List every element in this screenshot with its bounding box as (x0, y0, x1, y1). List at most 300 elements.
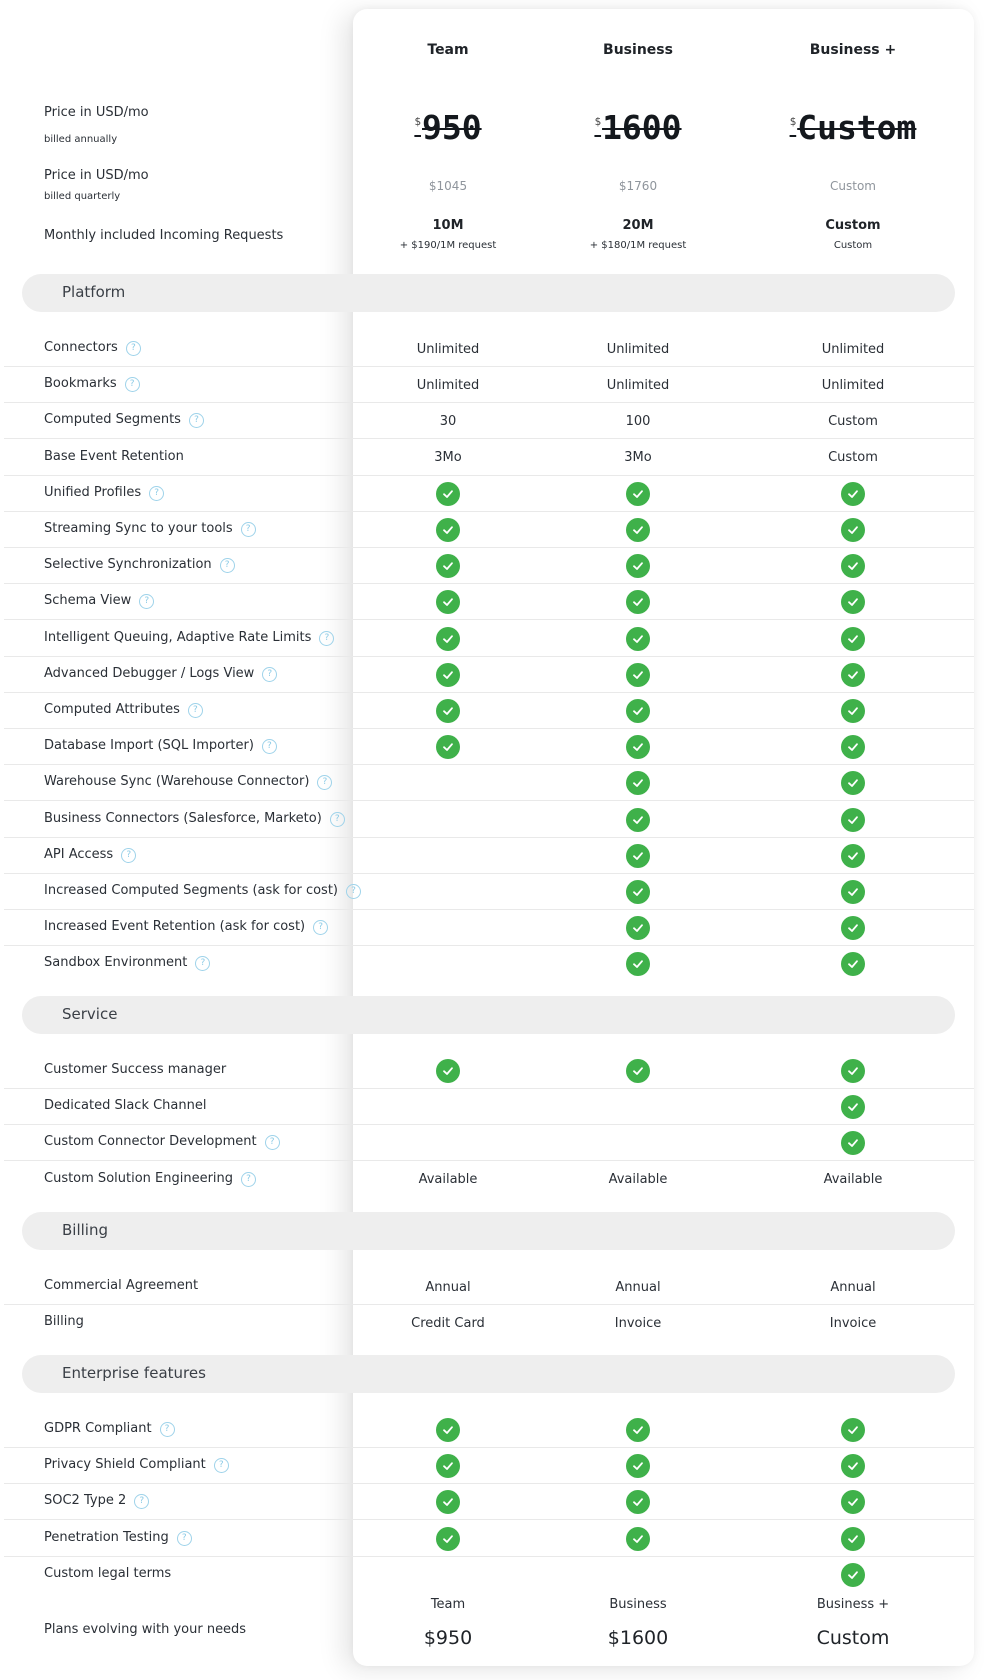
feature-row-custom-solution-engineering (4, 1162, 974, 1198)
check-icon (626, 1527, 650, 1551)
check-icon (841, 1059, 865, 1083)
requests-note-team: + $190/1M request (399, 240, 497, 251)
feature-row-gdpr-compliant (4, 1412, 974, 1448)
feature-label-text: SOC2 Type 2 (44, 1493, 127, 1509)
feature-cell (543, 729, 733, 765)
help-icon[interactable]: ? (121, 848, 136, 863)
feature-row-schema-view (4, 584, 974, 620)
feature-cell (353, 910, 543, 946)
requests-business: 20M (622, 218, 654, 233)
feature-value: Annual (830, 1279, 876, 1295)
feature-cell (543, 874, 733, 910)
feature-label (44, 847, 136, 863)
feature-label (44, 1421, 175, 1437)
feature-label-text: GDPR Compliant (44, 1421, 152, 1436)
feature-label (44, 738, 277, 754)
feature-label (44, 521, 256, 537)
feature-cell (758, 584, 948, 620)
feature-row-streaming-sync-to-your-tools (4, 512, 974, 548)
feature-value: Unlimited (416, 341, 480, 357)
feature-value: Custom (828, 450, 878, 466)
feature-cell (758, 512, 948, 548)
section-header-platform (22, 274, 955, 312)
feature-cell (758, 693, 948, 729)
feature-label-text: Bookmarks (44, 376, 117, 392)
footer-plan-business: Business (609, 1597, 667, 1612)
feature-cell (758, 729, 948, 765)
feature-cell (353, 838, 543, 874)
feature-label-text: Unified Profiles (44, 484, 142, 500)
feature-label-text: Penetration Testing (44, 1529, 169, 1545)
check-icon (841, 916, 865, 940)
check-icon (841, 952, 865, 976)
feature-label (44, 883, 361, 899)
feature-cell (353, 874, 543, 910)
plan-header-business: Business (603, 42, 673, 58)
feature-label-text: Customer Success manager (44, 1062, 227, 1077)
feature-value: Annual (425, 1279, 471, 1295)
feature-value: Unlimited (606, 377, 670, 393)
feature-label (44, 1171, 256, 1187)
feature-cell (353, 1053, 543, 1089)
check-icon (436, 663, 460, 687)
check-icon (841, 627, 865, 651)
feature-label (44, 811, 345, 827)
feature-value: 3Mo (624, 450, 652, 466)
feature-cell (543, 584, 733, 620)
check-icon (841, 1563, 865, 1587)
footer-price-business-plus: Custom (816, 1627, 890, 1649)
feature-cell (543, 802, 733, 838)
feature-label (44, 702, 203, 718)
feature-row-database-import-sql-importer (4, 729, 974, 765)
feature-value: Available (418, 1172, 478, 1188)
feature-row-advanced-debugger-logs-view (4, 657, 974, 693)
feature-row-computed-segments (4, 403, 974, 439)
feature-cell (758, 1557, 948, 1593)
help-icon[interactable]: ? (125, 377, 140, 392)
feature-label (44, 1493, 149, 1509)
feature-label-text: Billing (44, 1314, 84, 1330)
check-icon (626, 518, 650, 542)
check-icon (626, 1490, 650, 1514)
feature-label (44, 630, 334, 646)
price-quarterly-label: Price in USD/mo (44, 168, 149, 183)
check-icon (626, 627, 650, 651)
feature-row-computed-attributes (4, 693, 974, 729)
check-icon (626, 1418, 650, 1442)
feature-label-text: Intelligent Queuing, Adaptive Rate Limits (44, 629, 312, 645)
help-icon[interactable]: ? (149, 486, 164, 501)
feature-cell (353, 1521, 543, 1557)
feature-cell (758, 1412, 948, 1448)
feature-label-text: API Access (44, 846, 114, 862)
feature-cell (543, 476, 733, 512)
price-quarterly-sublabel: billed quarterly (44, 191, 121, 202)
feature-row-api-access (4, 838, 974, 874)
feature-value: Unlimited (606, 341, 670, 357)
requests-label: Monthly included Incoming Requests (44, 228, 284, 243)
feature-value: Available (608, 1172, 668, 1188)
feature-cell (758, 331, 948, 367)
feature-row-base-event-retention (4, 440, 974, 476)
check-icon (841, 1490, 865, 1514)
feature-label (44, 557, 235, 573)
feature-value: 3Mo (434, 450, 462, 466)
check-icon (841, 844, 865, 868)
feature-value: Annual (615, 1279, 661, 1295)
price-annual-business (543, 108, 733, 147)
check-icon (436, 590, 460, 614)
feature-row-warehouse-sync-warehouse-connector (4, 765, 974, 801)
feature-cell (543, 1305, 733, 1341)
feature-label (44, 340, 141, 356)
feature-cell (758, 1484, 948, 1520)
check-icon (841, 1454, 865, 1478)
check-icon (841, 482, 865, 506)
feature-cell (353, 657, 543, 693)
check-icon (436, 1527, 460, 1551)
feature-label-text: Database Import (SQL Importer) (44, 738, 254, 754)
feature-label-text: Sandbox Environment (44, 955, 188, 971)
feature-cell (353, 1089, 543, 1125)
help-icon[interactable]: ? (330, 812, 345, 827)
feature-cell (543, 1521, 733, 1557)
help-icon[interactable]: ? (346, 884, 361, 899)
feature-cell (758, 946, 948, 982)
feature-row-sandbox-environment (4, 946, 974, 982)
check-icon (841, 1527, 865, 1551)
price-annual-team (353, 108, 543, 147)
feature-value: Custom (828, 413, 878, 429)
feature-label-text: Connectors (44, 340, 118, 355)
check-icon (841, 699, 865, 723)
feature-label (44, 919, 328, 935)
check-icon (436, 699, 460, 723)
feature-value: Available (823, 1172, 883, 1188)
feature-label-text: Advanced Debugger / Logs View (44, 665, 255, 681)
help-icon[interactable]: ? (313, 920, 328, 935)
check-icon (841, 808, 865, 832)
check-icon (436, 482, 460, 506)
feature-value: Unlimited (416, 377, 480, 393)
feature-label-text: Privacy Shield Compliant (44, 1457, 206, 1473)
plan-header-business-plus: Business + (809, 42, 897, 58)
requests-note-business: + $180/1M request (589, 240, 687, 251)
requests-note-business-plus: Custom (833, 240, 873, 251)
feature-cell (353, 693, 543, 729)
feature-cell (543, 657, 733, 693)
feature-cell (353, 1484, 543, 1520)
feature-cell (543, 331, 733, 367)
feature-label (44, 1278, 198, 1293)
currency-symbol: $ (789, 115, 797, 128)
section-title: Service (62, 1005, 118, 1023)
price-value: 950 (422, 108, 482, 147)
feature-cell (758, 1521, 948, 1557)
feature-cell (758, 403, 948, 439)
section-title: Platform (62, 283, 126, 301)
check-icon (841, 590, 865, 614)
feature-label-text: Custom legal terms (44, 1565, 172, 1581)
feature-cell (543, 1557, 733, 1593)
feature-cell (758, 440, 948, 476)
feature-row-custom-connector-development (4, 1125, 974, 1161)
feature-cell (353, 440, 543, 476)
feature-cell (353, 1412, 543, 1448)
check-icon (841, 518, 865, 542)
help-icon[interactable]: ? (241, 522, 256, 537)
check-icon (436, 1059, 460, 1083)
check-icon (436, 1454, 460, 1478)
feature-cell (758, 1125, 948, 1161)
check-icon (626, 735, 650, 759)
feature-label (44, 1457, 229, 1473)
feature-cell (758, 657, 948, 693)
feature-row-dedicated-slack-channel (4, 1089, 974, 1125)
feature-cell (353, 1448, 543, 1484)
help-icon[interactable]: ? (319, 631, 334, 646)
feature-cell (353, 1269, 543, 1305)
feature-cell (543, 910, 733, 946)
feature-cell (353, 403, 543, 439)
feature-cell (543, 693, 733, 729)
feature-cell (353, 802, 543, 838)
feature-cell (543, 548, 733, 584)
footer-price-business: $1600 (607, 1627, 669, 1649)
feature-label (44, 955, 210, 971)
help-icon[interactable]: ? (189, 413, 204, 428)
feature-label-text: Warehouse Sync (Warehouse Connector) (44, 774, 310, 790)
feature-cell (543, 403, 733, 439)
feature-row-billing (4, 1305, 974, 1341)
help-icon[interactable]: ? (134, 1494, 149, 1509)
check-icon (626, 880, 650, 904)
footer-plan-team: Team (430, 1597, 466, 1612)
price-value: 1600 (602, 108, 682, 147)
feature-label (44, 412, 204, 428)
feature-label-text: Increased Computed Segments (ask for cost) (44, 883, 338, 898)
feature-label (44, 1062, 226, 1077)
feature-cell (353, 331, 543, 367)
feature-value: Credit Card (411, 1315, 485, 1331)
feature-label-text: Custom Connector Development (44, 1134, 257, 1150)
help-icon[interactable]: ? (220, 558, 235, 573)
price-annual-business-plus (758, 108, 948, 147)
price-value: Custom (797, 108, 917, 147)
help-icon[interactable]: ? (317, 775, 332, 790)
feature-row-penetration-testing (4, 1521, 974, 1557)
feature-label (44, 1566, 171, 1581)
feature-label (44, 485, 164, 501)
check-icon (626, 916, 650, 940)
footer-price-team: $950 (423, 1627, 473, 1649)
feature-cell (758, 1305, 948, 1341)
help-icon[interactable]: ? (241, 1172, 256, 1187)
help-icon[interactable]: ? (126, 341, 141, 356)
check-icon (626, 771, 650, 795)
help-icon[interactable]: ? (195, 956, 210, 971)
price-quarterly-business-plus: Custom (830, 179, 876, 193)
check-icon (626, 808, 650, 832)
feature-cell (758, 765, 948, 801)
feature-cell (543, 946, 733, 982)
requests-team: 10M (432, 218, 464, 233)
feature-cell (353, 1557, 543, 1593)
check-icon (841, 771, 865, 795)
footer-plan-business-plus: Business + (816, 1597, 890, 1612)
feature-cell (758, 1053, 948, 1089)
feature-label-text: Dedicated Slack Channel (44, 1098, 207, 1114)
feature-cell (543, 1448, 733, 1484)
feature-cell (543, 1484, 733, 1520)
feature-cell (353, 729, 543, 765)
feature-label-text: Computed Attributes (44, 702, 180, 717)
help-icon[interactable]: ? (262, 739, 277, 754)
help-icon[interactable]: ? (188, 703, 203, 718)
feature-cell (543, 1053, 733, 1089)
feature-label-text: Commercial Agreement (44, 1278, 199, 1293)
feature-cell (353, 1162, 543, 1198)
check-icon (841, 880, 865, 904)
check-icon (626, 1454, 650, 1478)
feature-value: Invoice (829, 1315, 877, 1331)
feature-cell (543, 512, 733, 548)
section-title: Billing (62, 1221, 108, 1239)
footer-label: Plans evolving with your needs (44, 1622, 247, 1637)
check-icon (841, 735, 865, 759)
feature-label-text: Business Connectors (Salesforce, Marketo) (44, 810, 322, 826)
feature-label (44, 1134, 280, 1150)
feature-value: Invoice (614, 1315, 662, 1331)
plan-header-team: Team (427, 42, 469, 58)
currency-symbol: $ (414, 115, 421, 128)
feature-cell (758, 838, 948, 874)
check-icon (626, 844, 650, 868)
feature-row-business-connectors-salesforce-marketo (4, 802, 974, 838)
feature-value: 100 (625, 413, 651, 429)
feature-cell (758, 874, 948, 910)
feature-row-unified-profiles (4, 476, 974, 512)
feature-row-intelligent-queuing-adaptive-rate-limits (4, 621, 974, 657)
check-icon (626, 699, 650, 723)
section-title: Enterprise features (62, 1364, 206, 1382)
feature-cell (758, 1089, 948, 1125)
feature-label-text: Computed Segments (44, 412, 181, 428)
feature-cell (543, 621, 733, 657)
feature-cell (758, 621, 948, 657)
feature-row-commercial-agreement (4, 1269, 974, 1305)
feature-value: 30 (439, 413, 457, 429)
help-icon[interactable]: ? (214, 1458, 229, 1473)
currency-symbol: $ (594, 115, 602, 128)
feature-cell (353, 946, 543, 982)
feature-label (44, 376, 140, 392)
help-icon[interactable]: ? (177, 1531, 192, 1546)
feature-row-custom-legal-terms (4, 1557, 974, 1593)
feature-cell (543, 1162, 733, 1198)
feature-label-text: Selective Synchronization (44, 557, 212, 573)
check-icon (436, 554, 460, 578)
feature-cell (543, 765, 733, 801)
check-icon (436, 735, 460, 759)
check-icon (436, 1490, 460, 1514)
feature-cell (353, 621, 543, 657)
feature-cell (353, 584, 543, 620)
price-annual-label: Price in USD/mo (44, 105, 149, 120)
feature-label (44, 1098, 206, 1113)
check-icon (436, 518, 460, 542)
feature-label-text: Schema View (44, 593, 132, 609)
check-icon (841, 663, 865, 687)
feature-label (44, 666, 277, 682)
check-icon (841, 1418, 865, 1442)
feature-cell (353, 548, 543, 584)
price-annual-sublabel: billed annually (44, 134, 118, 145)
check-icon (626, 482, 650, 506)
feature-cell (543, 1412, 733, 1448)
check-icon (626, 663, 650, 687)
feature-row-customer-success-manager (4, 1053, 974, 1089)
feature-label-text: Streaming Sync to your tools (44, 521, 233, 536)
feature-cell (543, 1089, 733, 1125)
section-header-enterprise-features (22, 1355, 955, 1393)
feature-row-privacy-shield-compliant (4, 1448, 974, 1484)
feature-cell (758, 476, 948, 512)
feature-label-text: Increased Event Retention (ask for cost) (44, 919, 306, 935)
feature-label-text: Base Event Retention (44, 448, 184, 464)
feature-row-selective-synchronization (4, 548, 974, 584)
check-icon (626, 590, 650, 614)
feature-cell (758, 1162, 948, 1198)
feature-cell (353, 765, 543, 801)
feature-cell (353, 512, 543, 548)
feature-cell (758, 1448, 948, 1484)
check-icon (436, 627, 460, 651)
feature-row-increased-event-retention-ask-for-cost (4, 910, 974, 946)
feature-cell (758, 367, 948, 403)
price-quarterly-team: $1045 (428, 179, 468, 193)
check-icon (841, 1095, 865, 1119)
feature-label (44, 1530, 192, 1546)
check-icon (841, 554, 865, 578)
help-icon[interactable]: ? (160, 1422, 175, 1437)
check-icon (626, 1059, 650, 1083)
help-icon[interactable]: ? (262, 667, 277, 682)
feature-cell (353, 476, 543, 512)
check-icon (841, 1131, 865, 1155)
feature-row-connectors (4, 331, 974, 367)
help-icon[interactable]: ? (265, 1135, 280, 1150)
check-icon (626, 952, 650, 976)
feature-value: Unlimited (821, 377, 885, 393)
feature-cell (543, 367, 733, 403)
feature-row-increased-computed-segments-ask-for-cost (4, 874, 974, 910)
feature-row-soc2-type-2 (4, 1484, 974, 1520)
check-icon (626, 554, 650, 578)
feature-cell (758, 1269, 948, 1305)
help-icon[interactable]: ? (139, 594, 154, 609)
feature-label (44, 774, 332, 790)
feature-cell (543, 838, 733, 874)
feature-cell (353, 1305, 543, 1341)
feature-label (44, 1314, 84, 1329)
feature-cell (543, 1269, 733, 1305)
feature-label (44, 449, 184, 464)
feature-label (44, 593, 154, 609)
feature-cell (758, 802, 948, 838)
feature-label-text: Custom Solution Engineering (44, 1170, 234, 1186)
